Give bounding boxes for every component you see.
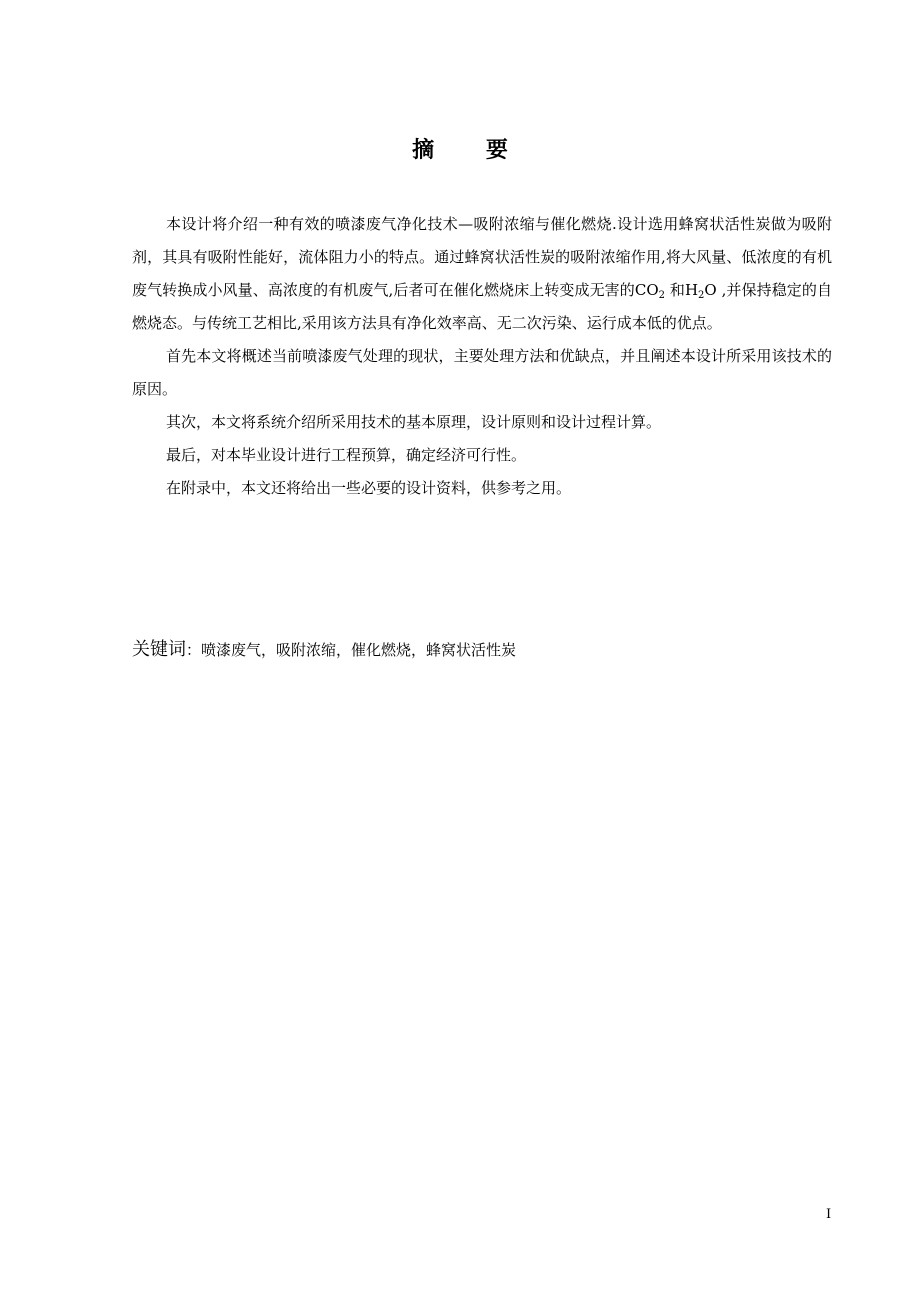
p1-text-a: 本设计将介绍一种有效的喷漆废气净化技术—吸附浓缩与催化燃烧.设计选用蜂窝状活性炭做为吸附剂，其具有吸附性能好，流体阻力小的特点。通过蜂窝状活性炭的吸附浓缩作用,将大风量、低浓度的有机废气转换成小风量、高浓度的有机废气,后者可在催化燃烧床上转变成无害的CO	[132, 215, 832, 299]
h2o-subscript: 2	[698, 290, 705, 301]
abstract-body	[132, 208, 832, 505]
keywords-separator: ：	[186, 641, 202, 659]
p1-text-c: O ,并保持稳定的自燃烧态。与传统工艺相比,采用该方法具有净化效率高、无二次污染、运行成本低的优点。	[132, 281, 832, 332]
paragraph-4: 最后，对本毕业设计进行工程预算，确定经济可行性。	[166, 446, 527, 464]
paragraph-5: 在附录中，本文还将给出一些必要的设计资料，供参考之用。	[166, 479, 572, 497]
keywords-line	[132, 638, 832, 662]
paragraph-2: 首先本文将概述当前喷漆废气处理的现状，主要处理方法和优缺点，并且阐述本设计所采用该技术的原因。	[132, 347, 832, 398]
p1-text-b: 和H	[665, 281, 699, 299]
abstract-title: 摘 要	[412, 138, 530, 163]
page-number: I	[826, 1207, 832, 1222]
co2-subscript: 2	[658, 290, 666, 301]
paragraph-1	[132, 208, 832, 340]
keywords-text: 喷漆废气，吸附浓缩，催化燃烧，蜂窝状活性炭	[201, 641, 517, 659]
paragraph-3: 其次，本文将系统介绍所采用技术的基本原理，设计原则和设计过程计算。	[166, 413, 662, 431]
keywords-label: 关键词	[132, 639, 186, 660]
